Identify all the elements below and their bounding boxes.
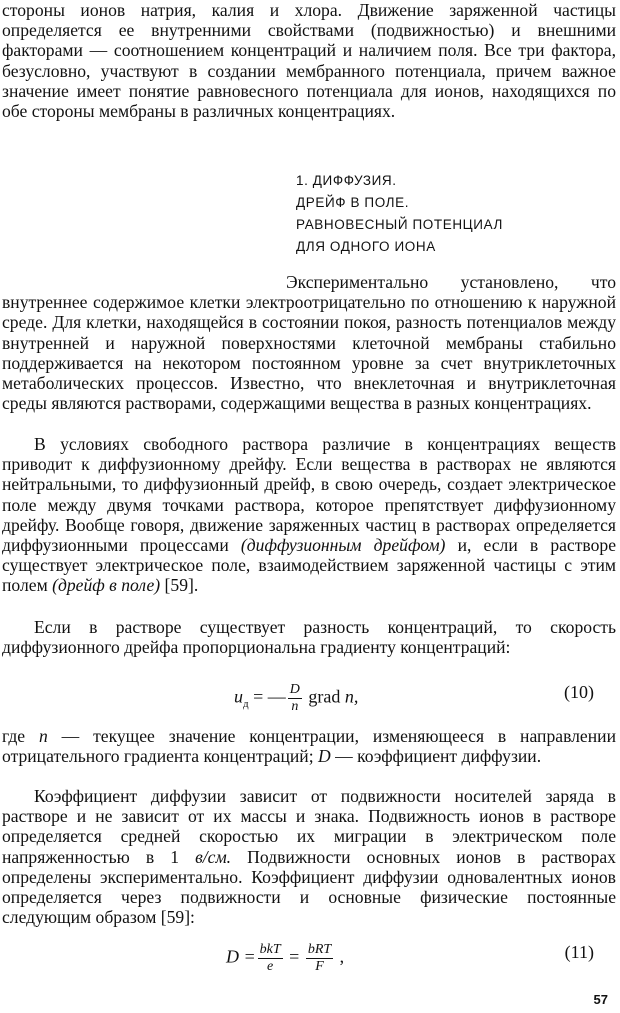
formula-10-expression [234, 682, 358, 715]
formula-11-den-1: e [267, 959, 274, 974]
formula-11-equals: = [289, 946, 300, 967]
formula-10-equals: = — [253, 686, 286, 707]
paragraph-where [2, 726, 616, 766]
formula-11-num-2: bRT [307, 942, 332, 957]
p4-var-D: D [318, 746, 331, 767]
p4-text-c: — коэффициент диффузии. [335, 746, 542, 767]
formula-11-fraction-2 [306, 942, 333, 975]
formula-11-lhs: D = [226, 946, 256, 967]
formula-10-grad: grad [308, 686, 341, 707]
paragraph-experiment: Экспериментально установлено, что внутреннее содержимое клетки электроотрицательно по отношению к наружной среде. Для клетки, находящейся в состоянии покоя, разность потенциалов между внутренней и наружной поверхностями клеточной мембраны стабильно поддерживается на некотором постоянном уровне за счет внутриклеточных метаболических процессов. Известно, что внеклеточная и внутриклеточная среды являются растворами, содержащими вещества в разных концентрациях. [2, 272, 616, 414]
heading-line-3: РАВНОВЕСНЫЙ ПОТЕНЦИАЛ [296, 217, 503, 232]
formula-10-lhs: u [234, 686, 243, 707]
section-heading [296, 170, 503, 258]
formula-11 [0, 930, 620, 978]
p2-text-c: [59]. [164, 575, 199, 596]
p4-var-n: n [38, 726, 48, 746]
p5-unit: в/см. [195, 846, 232, 867]
formula-10-numerator: D [289, 682, 300, 697]
heading-line-4: ДЛЯ ОДНОГО ИОНА [296, 239, 436, 254]
p2-emphasis-1: (диффузионным дрейфом) [240, 535, 446, 556]
formula-10-denominator: n [291, 699, 299, 714]
p5-text-a: Коэффициент диффузии зависит от подвижности носителей заряда в растворе и не зависит от их массы и знака. Подвижность ионов в растворе определяется средней скоростью их миграции в электрическом поле напряженностью в 1 [2, 786, 616, 867]
heading-line-2: ДРЕЙФ В ПОЛЕ. [296, 195, 410, 210]
paragraph-gradient: Если в растворе существует разность концентраций, то скорость диффузионного дрейфа пропорциональна градиенту концентраций: [2, 617, 616, 658]
formula-11-expression [226, 942, 344, 975]
formula-10-number: (10) [564, 682, 594, 702]
p2-emphasis-2: (дрейф в поле) [52, 575, 161, 596]
formula-10-var: n, [344, 686, 359, 707]
paragraph-diffusion [2, 434, 616, 596]
paragraph-mobility [2, 786, 616, 927]
intro-paragraph: стороны ионов натрия, калия и хлора. Движение заряженной частицы определяется ее внутренними свойствами (подвижностью) и внешними факторами — соотношением концентраций и наличием поля. Все три фактора, безусловно, участвуют в создании мембранного потенциала, причем важное значение имеет понятие равновесного потенциала для ионов, находящихся по обе стороны мембраны в различных концентрациях. [2, 0, 616, 122]
p2-text-b: и, если в растворе существует электрическое поле, взаимодействием заряженной частицы с этим полем [2, 535, 617, 596]
formula-11-num-1: bkT [259, 942, 281, 957]
p5-text-b: Подвижности основных ионов в растворах определены экспериментально. Коэффициент диффузии одновалентных ионов определяется через подвижности и основные физические постоянные следующим образом [59]: [2, 846, 616, 928]
formula-10 [0, 672, 620, 716]
formula-11-number: (11) [564, 942, 594, 962]
heading-line-1: 1. ДИФФУЗИЯ. [296, 173, 397, 188]
page-number: 57 [593, 992, 608, 1007]
formula-11-den-2: F [315, 959, 324, 974]
formula-10-subscript: д [243, 698, 249, 711]
formula-11-fraction-1 [258, 942, 283, 975]
p2-text-a: В условиях свободного раствора различие в концентрациях веществ приводит к диффузионному дрейфу. Если вещества в растворах не являются нейтральными, то диффузионный дрейф, в свою очередь, создает электрическое поле между двумя точками раствора, которое препятствует диффузионному дрейфу. Вообще говоря, движение заряженных частиц в растворах определяется диффузионными процессами [2, 434, 616, 556]
p4-text-b: — текущее значение концентрации, изменяющееся в направлении отрицательного градиента концентраций; [2, 726, 616, 767]
formula-11-tail: , [339, 946, 345, 967]
formula-10-fraction [288, 682, 302, 715]
p4-text-a: где [2, 726, 26, 746]
